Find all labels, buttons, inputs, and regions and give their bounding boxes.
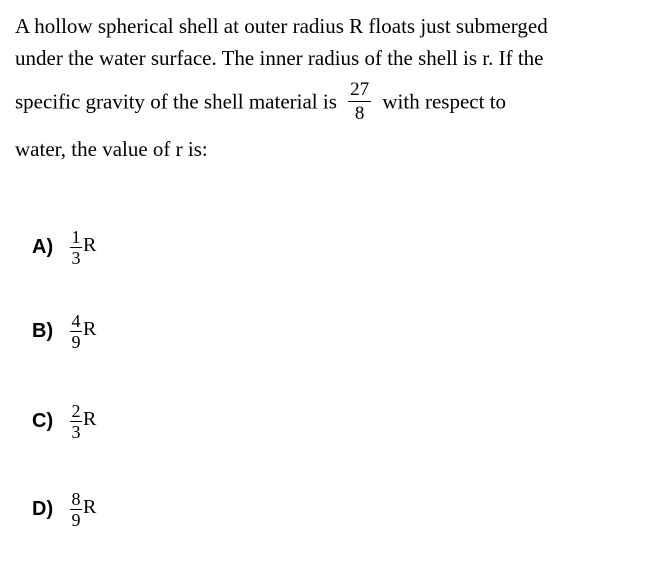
option-a-fraction bbox=[70, 228, 82, 267]
fraction-denominator: 8 bbox=[354, 103, 365, 124]
question-line-3-after: with respect to bbox=[382, 89, 507, 114]
option-a-denominator: 3 bbox=[71, 248, 81, 268]
question-line-1: A hollow spherical shell at outer radius R floats just submerged bbox=[15, 14, 548, 38]
option-d-fraction bbox=[70, 490, 82, 529]
option-b-variable: R bbox=[83, 318, 97, 340]
option-b-letter: B) bbox=[32, 320, 54, 342]
question-line-4: water, the value of r is: bbox=[15, 137, 208, 161]
question-text bbox=[15, 10, 645, 165]
option-c-denominator: 3 bbox=[71, 422, 81, 442]
option-a[interactable] bbox=[32, 228, 96, 267]
option-d-variable: R bbox=[83, 496, 97, 518]
option-a-letter: A) bbox=[32, 236, 54, 258]
option-d-letter: D) bbox=[32, 498, 54, 520]
option-b[interactable] bbox=[32, 312, 96, 351]
option-c-variable: R bbox=[83, 408, 97, 430]
fraction-numerator: 27 bbox=[350, 79, 370, 100]
option-b-fraction bbox=[70, 312, 82, 351]
option-c[interactable] bbox=[32, 402, 96, 441]
option-b-numerator: 4 bbox=[71, 311, 81, 331]
option-c-fraction bbox=[70, 402, 82, 441]
question-line-2: under the water surface. The inner radius of the shell is r. If the bbox=[15, 46, 544, 70]
question-line-3 bbox=[15, 79, 645, 125]
specific-gravity-fraction bbox=[348, 80, 371, 123]
option-a-variable: R bbox=[83, 234, 97, 256]
option-b-denominator: 9 bbox=[71, 332, 81, 352]
option-a-numerator: 1 bbox=[71, 227, 81, 247]
option-c-numerator: 2 bbox=[71, 401, 81, 421]
question-line-3-before: specific gravity of the shell material is bbox=[15, 89, 337, 114]
option-c-letter: C) bbox=[32, 410, 54, 432]
option-d-denominator: 9 bbox=[71, 510, 81, 530]
option-d-numerator: 8 bbox=[71, 489, 81, 509]
option-d[interactable] bbox=[32, 490, 96, 529]
